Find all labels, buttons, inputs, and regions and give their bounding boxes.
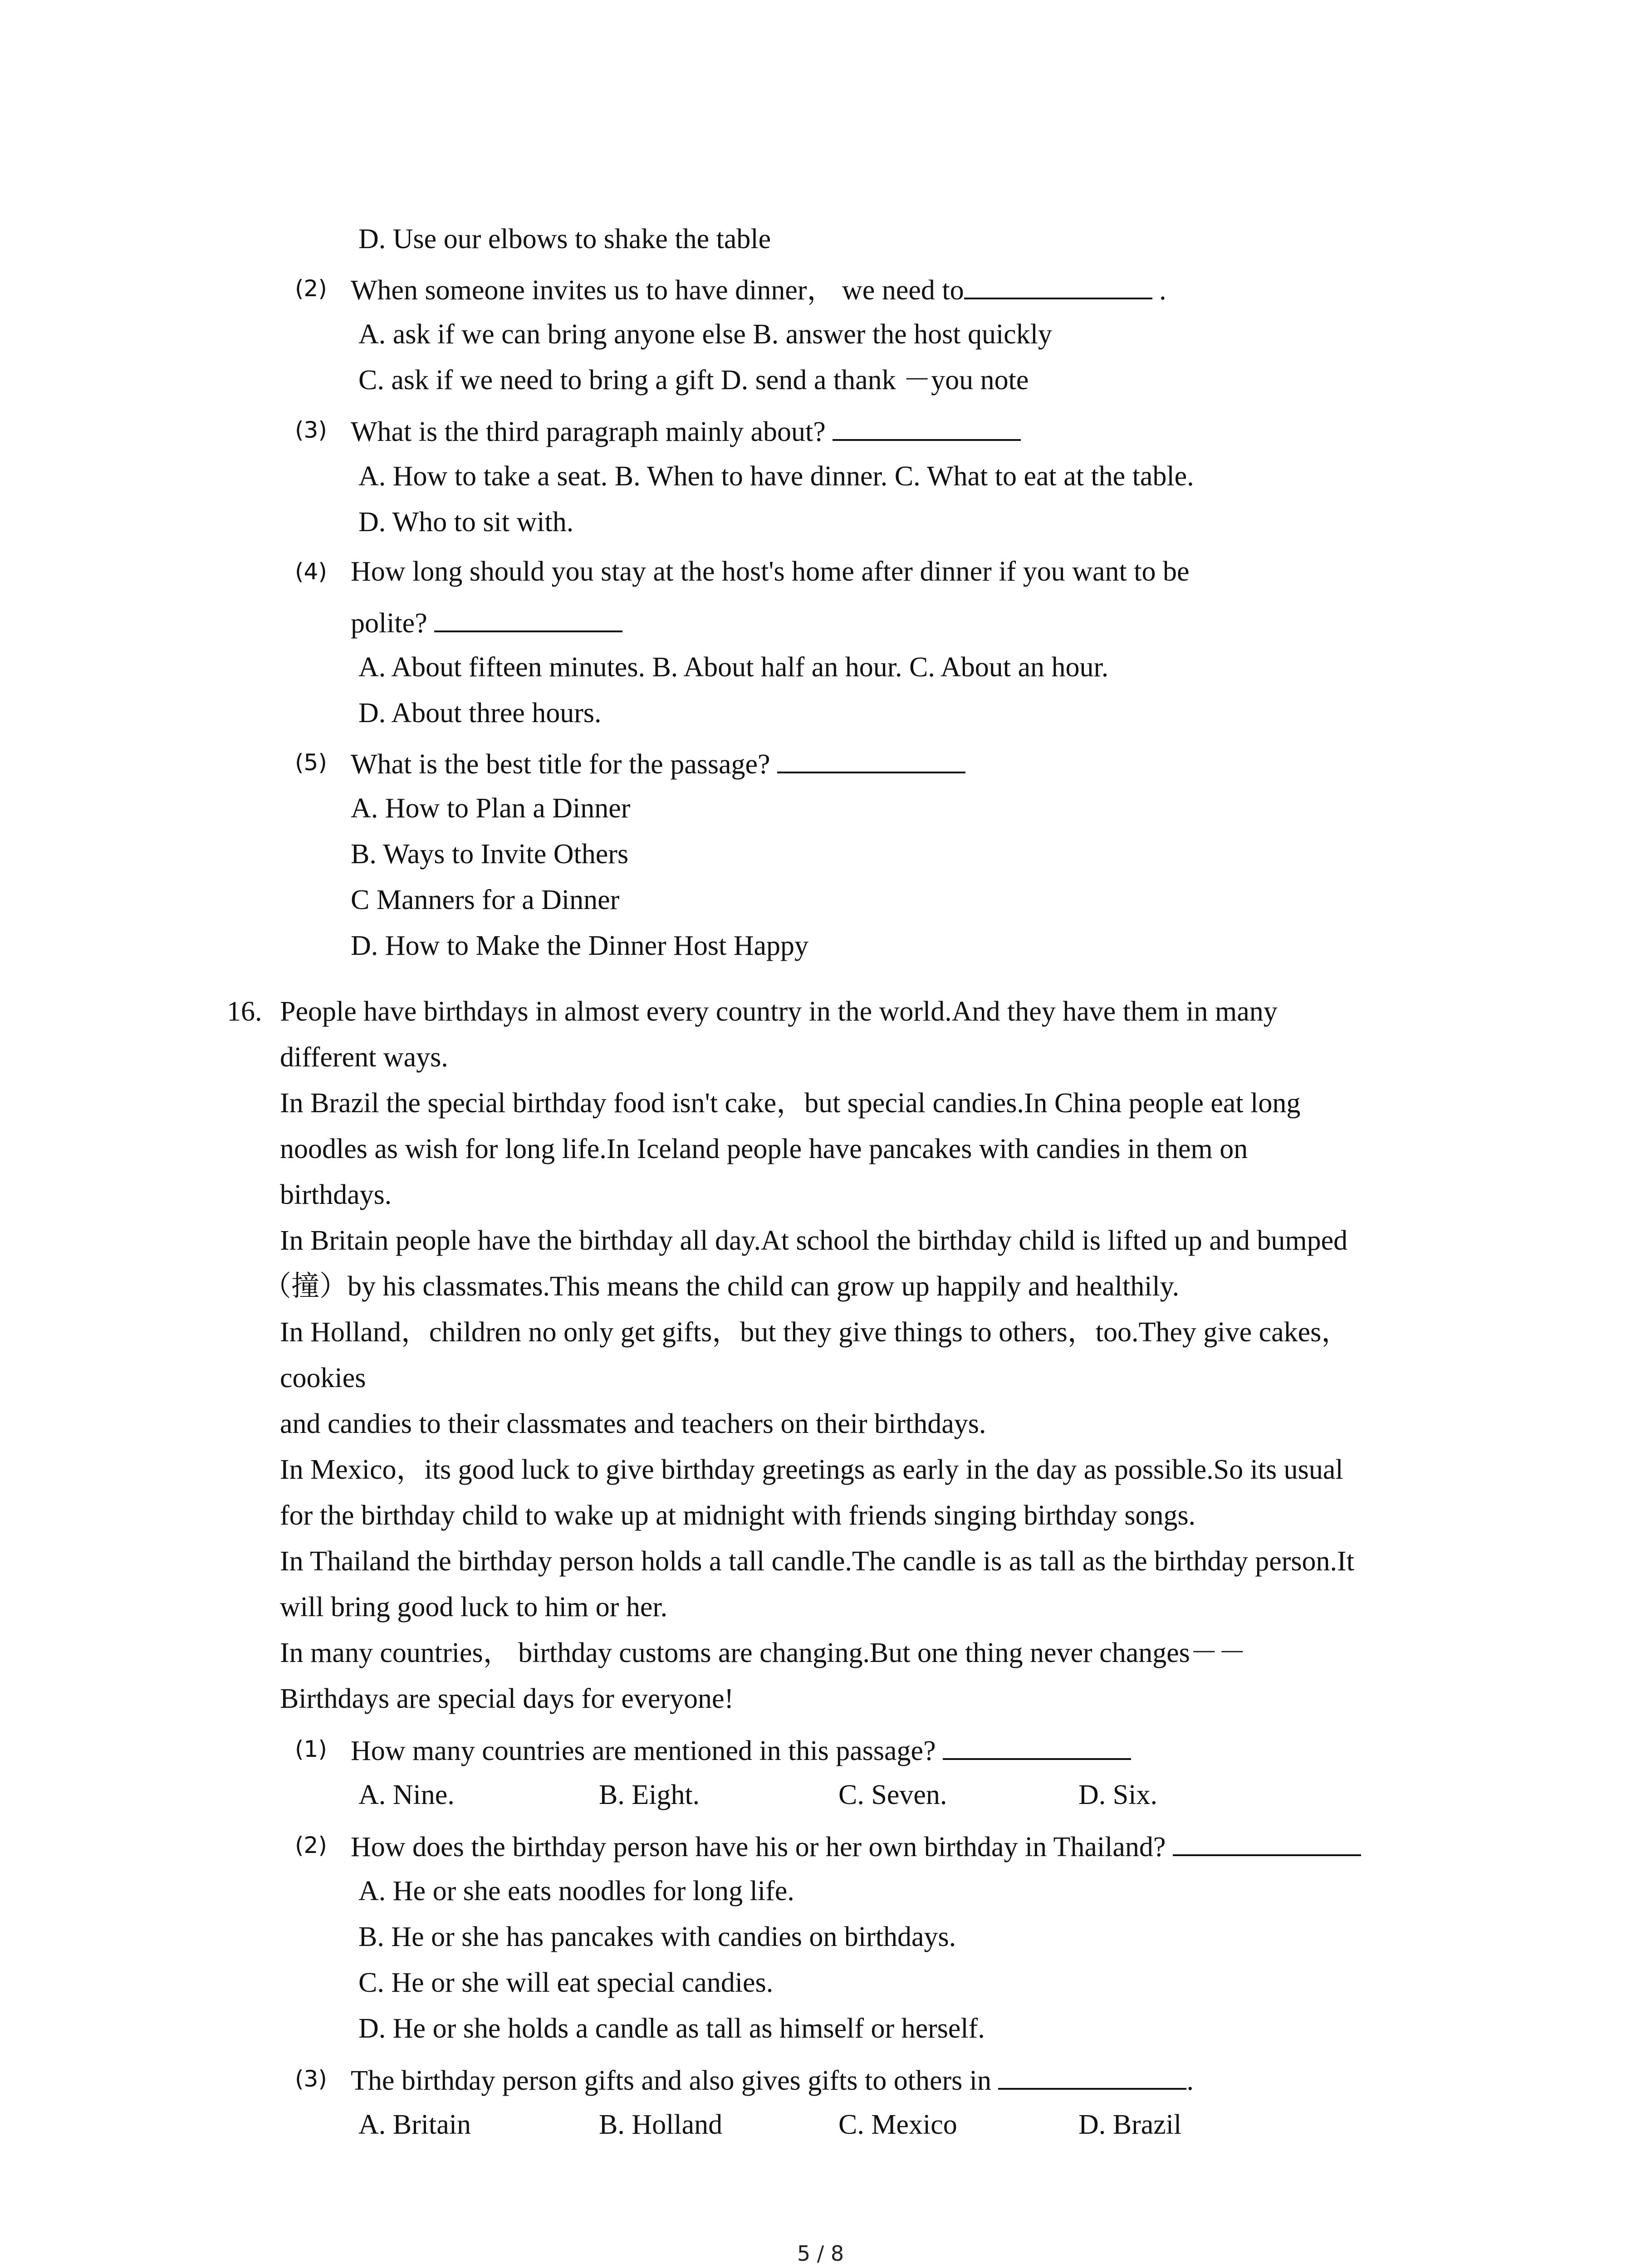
q16-1-number: (1) (295, 1736, 327, 1762)
answer-blank[interactable] (833, 412, 1021, 441)
q16-3-option-d: D. Brazil (1078, 2109, 1182, 2140)
q15-3-options-abc: A. How to take a seat. B. When to have dinner. C. What to eat at the table. (358, 461, 1194, 492)
q16-3-option-c: C. Mexico (838, 2109, 957, 2140)
q16-2-option-a: A. He or she eats noodles for long life. (358, 1876, 794, 1906)
q15-2-options-ab: A. ask if we can bring anyone else B. answer the host quickly (358, 319, 1052, 350)
passage-line: different ways. (280, 1042, 448, 1073)
passage-line: Birthdays are special days for everyone! (280, 1683, 734, 1714)
q15-5-option-d: D. How to Make the Dinner Host Happy (351, 930, 809, 961)
q15-5-option-b: B. Ways to Invite Others (351, 839, 629, 870)
passage-line: cookies (280, 1363, 366, 1393)
q16-3-option-a: A. Britain (358, 2109, 471, 2140)
q15-2-stem-text: When someone invites us to have dinner， we need to (351, 275, 964, 306)
passage-line: noodles as wish for long life.In Iceland people have pancakes with candies in them on (280, 1134, 1248, 1164)
passage-line: In Mexico，its good luck to give birthday greetings as early in the day as possible.So its usual (280, 1454, 1343, 1485)
q16-2-number: (2) (295, 1832, 327, 1858)
q16-1-stem-text: How many countries are mentioned in this passage? (351, 1735, 936, 1766)
passage-line: In Thailand the birthday person holds a tall candle.The candle is as tall as the birthday person.It (280, 1546, 1354, 1577)
q15-4-stem-text2: polite? (351, 608, 427, 639)
q15-4-stem: How long should you stay at the host's home after dinner if you want to be (351, 556, 1190, 587)
passage-line: will bring good luck to him or her. (280, 1592, 668, 1623)
q15-5-option-c: C Manners for a Dinner (351, 885, 620, 915)
q15-2-stem-tail: . (1152, 275, 1166, 306)
q16-1-option-c: C. Seven. (838, 1779, 947, 1810)
q15-4-option-d: D. About three hours. (358, 698, 602, 728)
passage-line: and candies to their classmates and teachers on their birthdays. (280, 1408, 986, 1439)
passage-line: for the birthday child to wake up at midnight with friends singing birthday songs. (280, 1500, 1196, 1531)
q15-3-number: (3) (295, 417, 327, 443)
q15-4-options-abc: A. About fifteen minutes. B. About half an hour. C. About an hour. (358, 652, 1109, 683)
q15-5-option-a: A. How to Plan a Dinner (351, 793, 631, 824)
passage-line: People have birthdays in almost every country in the world.And they have them in many (280, 996, 1278, 1027)
passage-line: birthdays. (280, 1179, 392, 1210)
q16-number: 16. (227, 996, 262, 1027)
q15-2-number: (2) (295, 275, 327, 302)
q16-3-stem-text: The birthday person gifts and also gives gifts to others in (351, 2065, 991, 2096)
q16-3-option-b: B. Holland (599, 2109, 723, 2140)
answer-blank[interactable] (1173, 1827, 1361, 1856)
q15-5-number: (5) (295, 749, 327, 776)
q15-4-number: (4) (295, 558, 327, 585)
passage-line: In Holland，children no only get gifts，but they give things to others，too.They give cakes， (280, 1317, 1350, 1348)
page-number: 5 / 8 (797, 2241, 844, 2266)
q16-1-option-a: A. Nine. (358, 1779, 455, 1810)
q15-5-stem (351, 744, 965, 782)
q16-2-stem (351, 1827, 1361, 1865)
q16-3-number: (3) (295, 2066, 327, 2092)
q15-3-stem (351, 412, 1021, 450)
q16-1-option-d: D. Six. (1078, 1779, 1157, 1810)
passage-line: （撞）by his classmates.This means the child can grow up happily and healthily. (263, 1271, 1180, 1302)
q16-1-stem (351, 1731, 1131, 1769)
q16-2-option-c: C. He or she will eat special candies. (358, 1967, 774, 1998)
answer-blank[interactable] (964, 270, 1152, 299)
q15-4-stem-line2 (351, 603, 622, 641)
q16-2-option-b: B. He or she has pancakes with candies on birthdays. (358, 1921, 956, 1952)
q16-3-stem-tail: . (1186, 2065, 1194, 2096)
answer-blank[interactable] (998, 2061, 1186, 2090)
q15-1-option-d: D. Use our elbows to shake the table (358, 224, 771, 254)
q16-2-stem-text: How does the birthday person have his or her own birthday in Thailand? (351, 1832, 1166, 1862)
q15-3-stem-text: What is the third paragraph mainly about? (351, 416, 826, 447)
q15-2-options-cd: C. ask if we need to bring a gift D. send a thank －you note (358, 365, 1029, 396)
passage-line: In Britain people have the birthday all day.At school the birthday child is lifted up and bumped (280, 1225, 1348, 1256)
q16-3-stem (351, 2061, 1194, 2099)
answer-blank[interactable] (434, 603, 622, 632)
q15-5-stem-text: What is the best title for the passage? (351, 749, 770, 780)
passage-line: In Brazil the special birthday food isn't cake，but special candies.In China people eat long (280, 1088, 1301, 1119)
passage-line: In many countries， birthday customs are changing.But one thing never changes－－ (280, 1637, 1246, 1668)
q16-2-option-d: D. He or she holds a candle as tall as himself or herself. (358, 2013, 985, 2044)
answer-blank[interactable] (777, 744, 965, 773)
q15-2-stem (351, 270, 1166, 308)
q15-3-option-d: D. Who to sit with. (358, 507, 574, 538)
q16-1-option-b: B. Eight. (599, 1779, 700, 1810)
answer-blank[interactable] (943, 1731, 1131, 1760)
